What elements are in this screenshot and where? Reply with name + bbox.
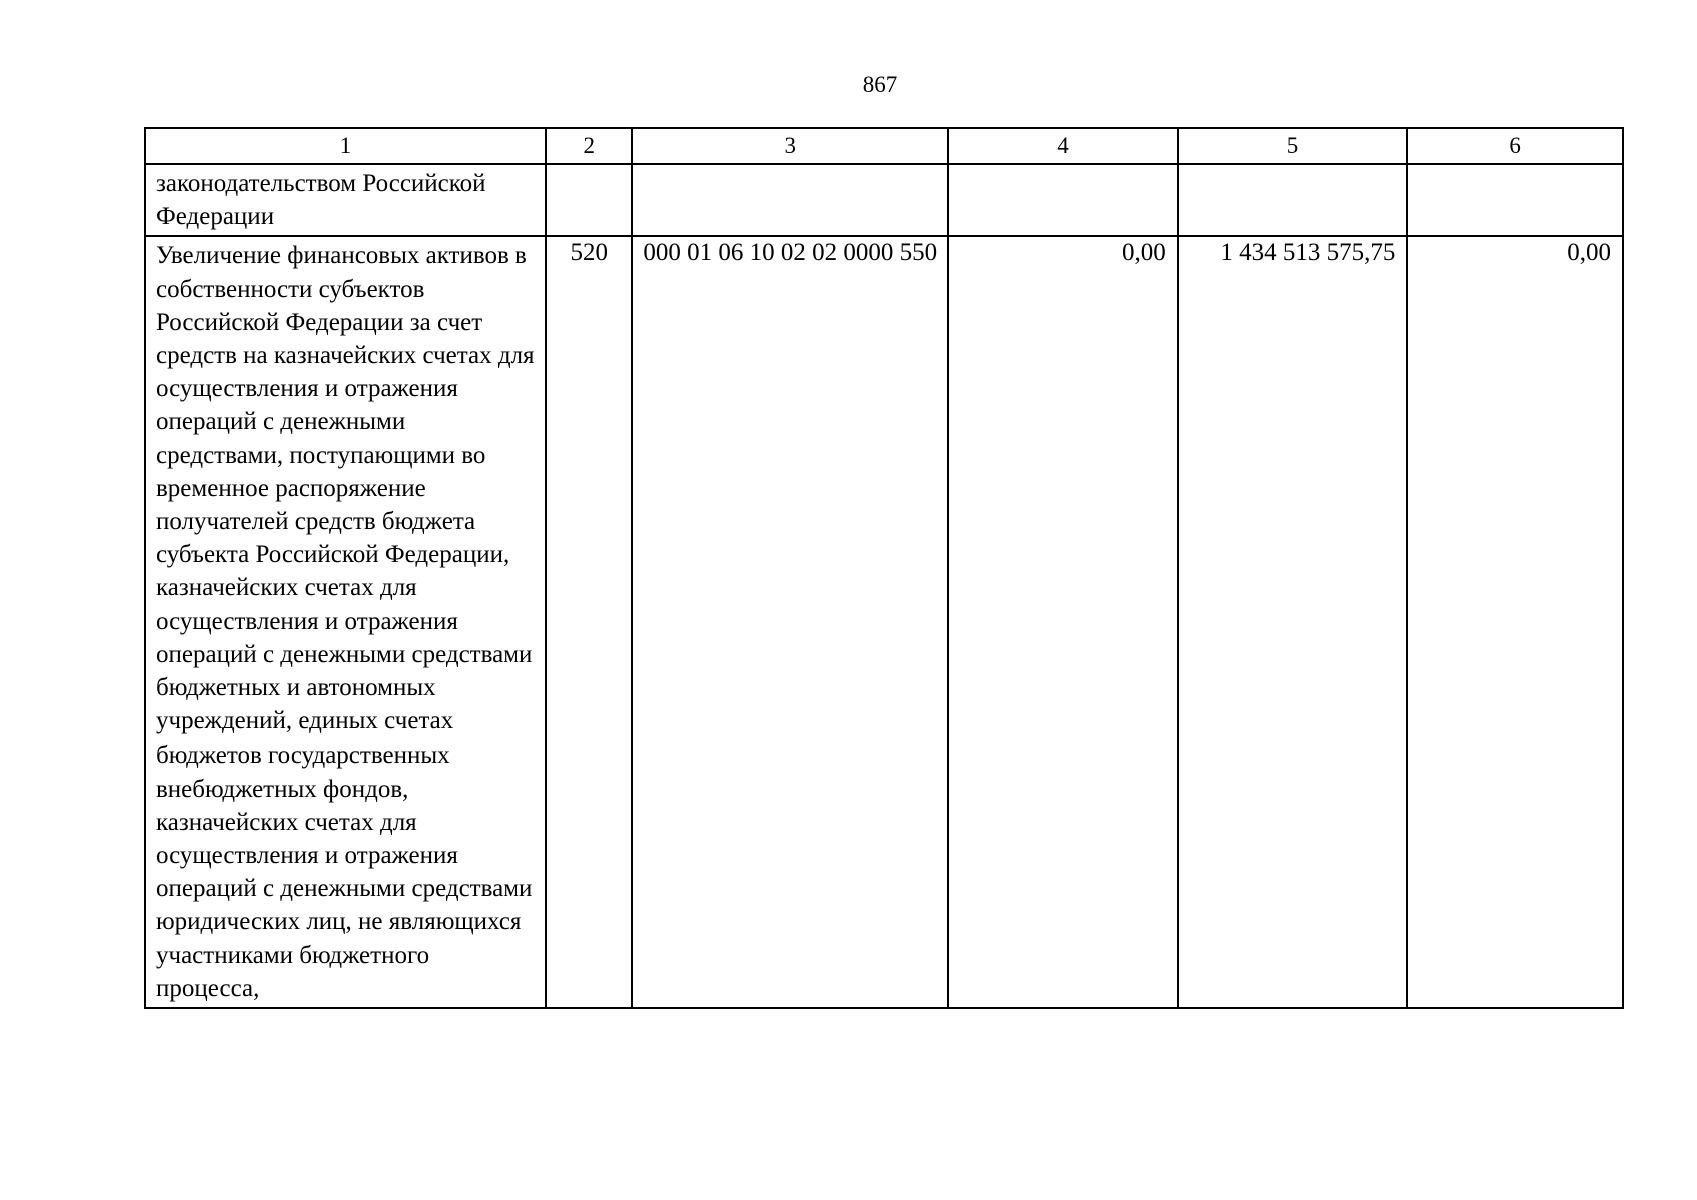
table-row (145, 236, 1623, 1008)
row-name-text: Увеличение финансовых активов в собственности субъектов Российской Федерации за счет средств на казначейских счетах для осуществления и отражения операций с денежными средствами, поступающими во временное распоряжение получателей средств бюджета субъекта Российской Федерации, казначейских счетах для осуществления и отражения операций с денежными средствами бюджетных и автономных учреждений, единых счетах (156, 242, 535, 735)
column-header-3: 3 (632, 128, 948, 164)
row-value-col6: 0,00 (1407, 236, 1623, 1008)
row-name-cell (145, 164, 546, 236)
column-header-4: 4 (948, 128, 1178, 164)
row-code-cell (546, 164, 632, 236)
row-name-cell (145, 236, 546, 1008)
column-header-5: 5 (1178, 128, 1408, 164)
table-header-row (145, 128, 1623, 164)
row-code-cell: 520 (546, 236, 632, 1008)
row-value-col5 (1178, 164, 1408, 236)
column-header-1: 1 (145, 128, 546, 164)
row-value-col6 (1407, 164, 1623, 236)
column-header-6: 6 (1407, 128, 1623, 164)
column-header-2: 2 (546, 128, 632, 164)
table-row (145, 164, 1623, 236)
row-kbk-cell (632, 164, 948, 236)
row-value-col5: 1 434 513 575,75 (1178, 236, 1408, 1008)
row-name-text: законодательством Российской Федерации (156, 170, 486, 231)
budget-table (144, 127, 1624, 1009)
row-name-text-continued: бюджетов государственных внебюджетных фондов, казначейских счетах для осуществления и отражения операций с денежными средствами юридических лиц, не являющихся участниками бюджетного процесса, (156, 742, 533, 1002)
row-value-col4 (948, 164, 1178, 236)
page-number: 867 (862, 72, 898, 97)
row-kbk-cell: 000 01 06 10 02 02 0000 550 (632, 236, 948, 1008)
row-value-col4: 0,00 (948, 236, 1178, 1008)
